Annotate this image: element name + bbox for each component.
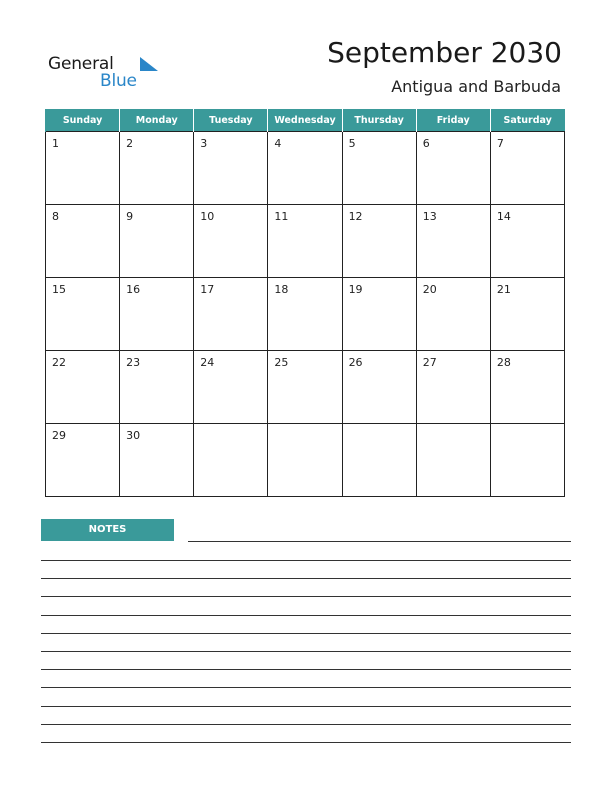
day-number: 12 — [348, 210, 363, 223]
calendar-week-row — [46, 351, 565, 424]
day-cell — [268, 351, 342, 424]
day-cell — [268, 132, 342, 205]
notes-line — [188, 541, 571, 542]
weekday-header: Friday — [416, 109, 490, 132]
day-cell — [342, 205, 416, 278]
notes-line — [41, 724, 571, 725]
day-number: 4 — [274, 137, 282, 150]
notes-label: NOTES — [41, 519, 174, 541]
notes-line — [41, 742, 571, 743]
day-cell — [120, 424, 194, 497]
weekday-header-row — [46, 109, 565, 132]
calendar-week-row — [46, 132, 565, 205]
day-cell — [416, 424, 490, 497]
day-cell — [46, 424, 120, 497]
day-number: 28 — [496, 356, 511, 369]
weekday-header: Sunday — [46, 109, 120, 132]
day-number: 30 — [126, 429, 141, 442]
day-number: 18 — [274, 283, 289, 296]
day-number: 16 — [126, 283, 141, 296]
day-number: 7 — [496, 137, 504, 150]
day-cell — [268, 205, 342, 278]
day-number: 9 — [126, 210, 134, 223]
day-cell — [46, 278, 120, 351]
calendar-body — [46, 132, 565, 497]
logo-triangle-icon — [138, 55, 160, 73]
day-cell — [342, 132, 416, 205]
day-cell — [268, 424, 342, 497]
day-number: 5 — [348, 137, 356, 150]
day-number: 8 — [52, 210, 59, 223]
day-cell — [490, 351, 564, 424]
day-number: 13 — [422, 210, 437, 223]
day-cell — [342, 424, 416, 497]
day-number: 10 — [200, 210, 215, 223]
logo-blue-text: Blue — [100, 71, 137, 91]
day-number: 17 — [200, 283, 215, 296]
notes-line — [41, 633, 571, 634]
day-number: 27 — [422, 356, 437, 369]
day-cell — [194, 205, 268, 278]
day-number: 22 — [52, 356, 66, 369]
day-cell — [342, 278, 416, 351]
weekday-header: Thursday — [342, 109, 416, 132]
day-cell — [194, 351, 268, 424]
day-number: 23 — [126, 356, 141, 369]
day-cell — [194, 132, 268, 205]
day-number: 2 — [126, 137, 134, 150]
day-cell — [120, 351, 194, 424]
calendar-week-row — [46, 424, 565, 497]
day-number: 25 — [274, 356, 289, 369]
notes-line — [41, 560, 571, 561]
day-number: 6 — [422, 137, 430, 150]
day-cell — [46, 351, 120, 424]
day-cell — [194, 424, 268, 497]
day-cell — [416, 351, 490, 424]
notes-line — [41, 578, 571, 579]
day-cell — [120, 132, 194, 205]
notes-line — [41, 706, 571, 707]
day-cell — [342, 351, 416, 424]
calendar-week-row — [46, 278, 565, 351]
day-cell — [194, 278, 268, 351]
day-number: 29 — [52, 429, 66, 442]
weekday-header: Saturday — [490, 109, 564, 132]
day-number: 1 — [52, 137, 59, 150]
day-cell — [416, 205, 490, 278]
day-number: 19 — [348, 283, 363, 296]
day-number: 24 — [200, 356, 215, 369]
logo-general-text: General — [48, 54, 114, 74]
day-cell — [490, 132, 564, 205]
calendar-week-row — [46, 205, 565, 278]
notes-line — [41, 615, 571, 616]
day-cell — [490, 205, 564, 278]
day-number: 3 — [200, 137, 208, 150]
generalblue-logo — [48, 54, 158, 90]
month-calendar — [45, 109, 565, 497]
day-cell — [416, 132, 490, 205]
weekday-header: Monday — [120, 109, 194, 132]
notes-line — [41, 669, 571, 670]
day-cell — [120, 205, 194, 278]
weekday-header: Tuesday — [194, 109, 268, 132]
weekday-header: Wednesday — [268, 109, 342, 132]
day-cell — [46, 132, 120, 205]
notes-line — [41, 651, 571, 652]
day-number: 15 — [52, 283, 66, 296]
day-number: 20 — [422, 283, 437, 296]
page-title: September 2030 — [327, 36, 562, 69]
day-cell — [416, 278, 490, 351]
notes-line — [41, 687, 571, 688]
day-number: 14 — [496, 210, 511, 223]
day-cell — [46, 205, 120, 278]
day-number: 26 — [348, 356, 363, 369]
day-cell — [490, 424, 564, 497]
day-number: 11 — [274, 210, 289, 223]
day-number: 21 — [496, 283, 511, 296]
day-cell — [120, 278, 194, 351]
page-subtitle: Antigua and Barbuda — [391, 77, 561, 96]
notes-line — [41, 596, 571, 597]
day-cell — [268, 278, 342, 351]
day-cell — [490, 278, 564, 351]
